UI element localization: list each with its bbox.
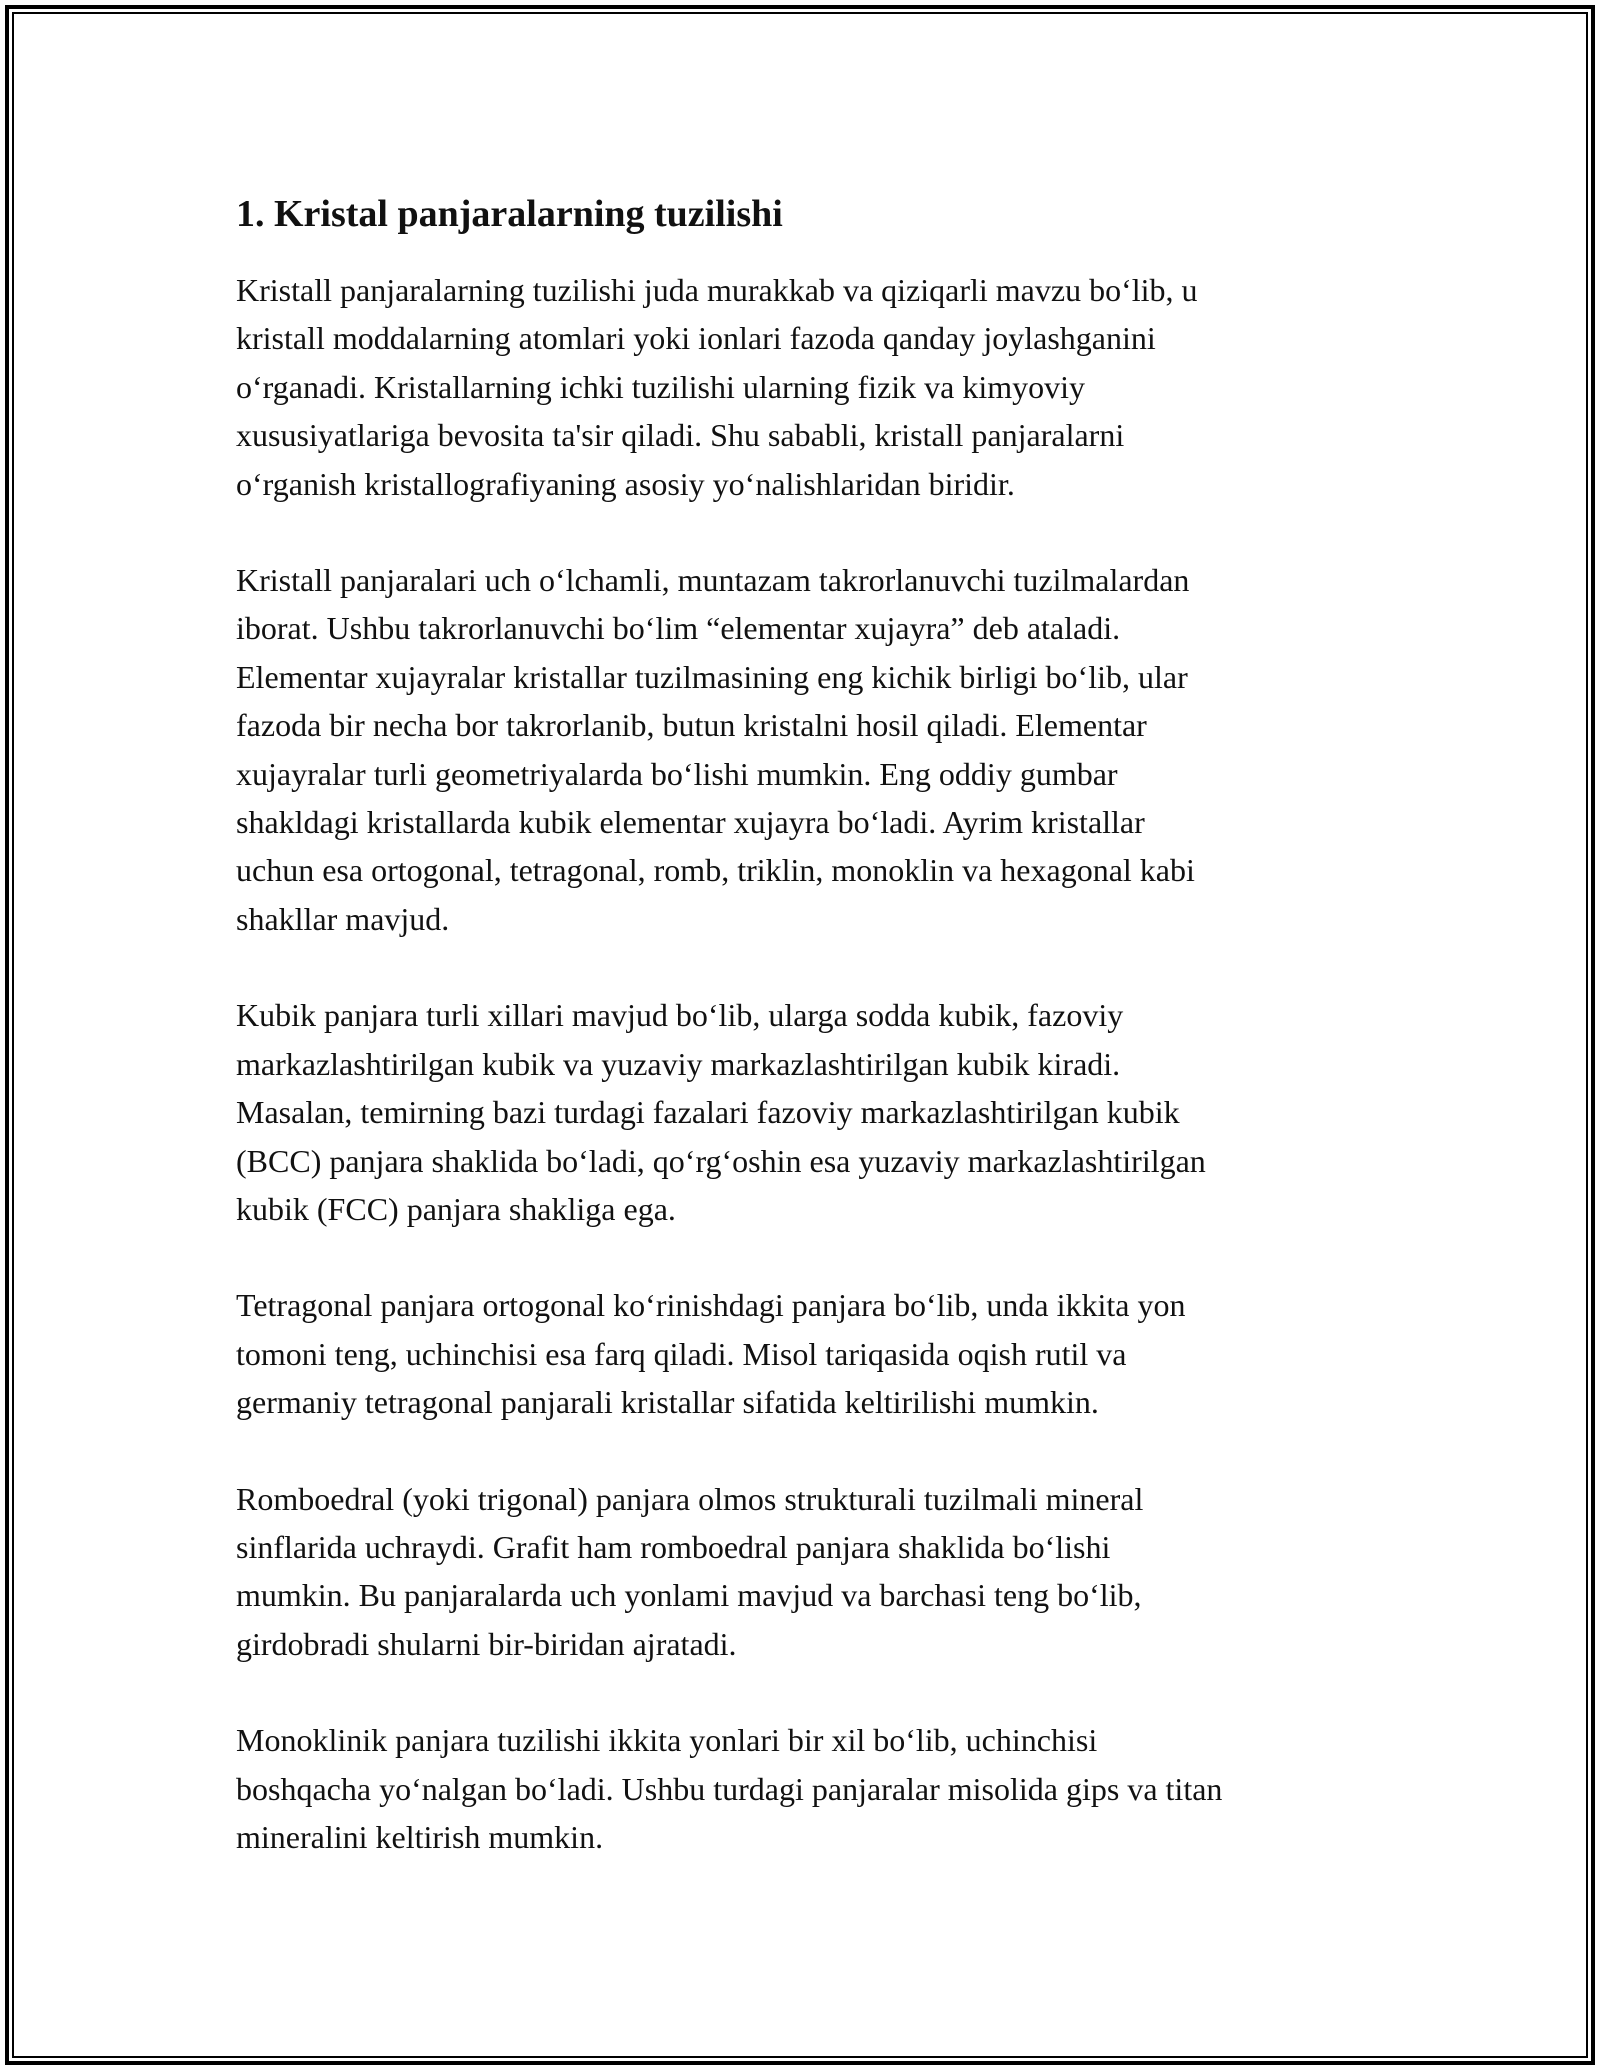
document-body bbox=[236, 188, 1366, 1909]
paragraph-cubic: Kubik panjara turli xillari mavjud bo‘lib, ularga sodda kubik, fazoviy markazlashtirilgan kubik va yuzaviy markazlashtirilgan kubik kiradi. Masalan, temirning bazi turdagi fazalari fazoviy markazlashtirilgan kubik (BCC) panjara shaklida bo‘ladi, qo‘rg‘oshin esa yuzaviy markazlashtirilgan kubik (FCC) panjara shakliga ega. bbox=[236, 997, 1206, 1227]
paragraph-tetragonal: Tetragonal panjara ortogonal ko‘rinishdagi panjara bo‘lib, unda ikkita yon tomoni teng, uchinchisi esa farq qiladi. Misol tariqasida oqish rutil va germaniy tetragonal panjarali kristallar sifatida keltirilishi mumkin. bbox=[236, 1287, 1186, 1421]
section-heading: 1. Kristal panjaralarning tuzilishi bbox=[236, 193, 783, 235]
paragraph-rhombohedral: Romboedral (yoki trigonal) panjara olmos strukturali tuzilmali mineral sinflarida uchraydi. Grafit ham romboedral panjara shaklida bo‘lishi mumkin. Bu panjaralarda uch yonlami mavjud va barchasi teng bo‘lib, girdobradi shularni bir-biridan ajratadi. bbox=[236, 1480, 1144, 1662]
paragraph-unit-cell: Kristall panjaralari uch o‘lchamli, muntazam takrorlanuvchi tuzilmalardan iborat. Ushbu takrorlanuvchi bo‘lim “elementar xujayra” deb ataladi. Elementar xujayralar kristallar tuzilmasining eng kichik birligi bo‘lib, ular fazoda bir necha bor takrorlanib, butun kristalni hosil qiladi. Elementar xujayralar turli geometriyalarda bo‘lishi mumkin. Eng oddiy gumbar shakldagi kristallarda kubik elementar xujayra bo‘ladi. Ayrim kristallar uchun esa ortogonal, tetragonal, romb, triklin, monoklin va hexagonal kabi shakllar mavjud. bbox=[236, 562, 1195, 937]
paragraph-intro: Kristall panjaralarning tuzilishi juda murakkab va qiziqarli mavzu bo‘lib, u kristall moddalarning atomlari yoki ionlari fazoda qanday joylashganini o‘rganadi. Kristallarning ichki tuzilishi ularning fizik va kimyoviy xususiyatlariga bevosita ta'sir qiladi. Shu sababli, kristall panjaralarni o‘rganish kristallografiyaning asosiy yo‘nalishlaridan biridir. bbox=[236, 272, 1198, 502]
paragraph-monoclinic: Monoklinik panjara tuzilishi ikkita yonlari bir xil bo‘lib, uchinchisi boshqacha yo‘nalgan bo‘ladi. Ushbu turdagi panjaralar misolida gips va titan mineralini keltirish mumkin. bbox=[236, 1722, 1223, 1855]
